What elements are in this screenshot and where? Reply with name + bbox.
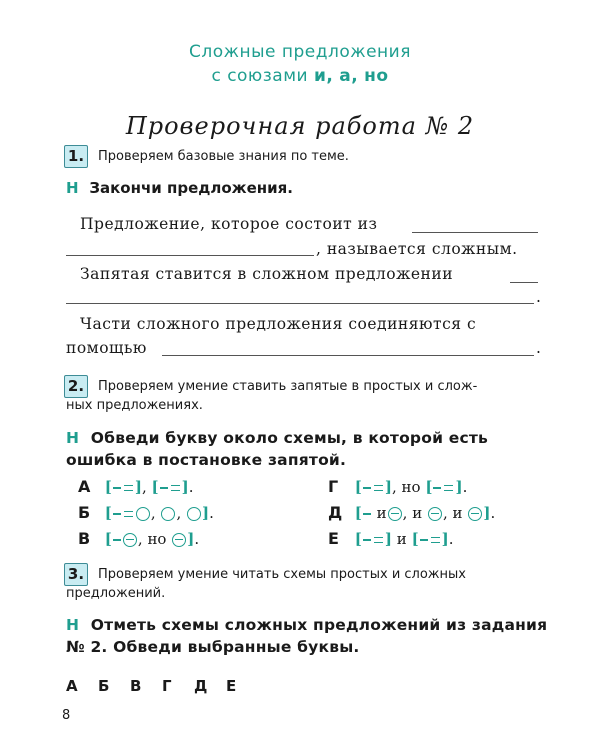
task1-instruction-row: [66, 179, 293, 197]
task3-heading-line2: предложений.: [66, 586, 166, 601]
task1-sentence1b: , называется сложным.: [316, 240, 518, 258]
schema-d[interactable]: Д [ и , и , и ].: [328, 503, 496, 522]
answer-letter-b[interactable]: Б: [98, 677, 110, 695]
task1-instruction: Закончи предложения.: [89, 179, 293, 197]
task2-level-marker: Н: [66, 429, 80, 447]
task3-instruction-text1: Отметь схемы сложных предложений из задания: [90, 616, 548, 634]
letter-d[interactable]: Д: [328, 503, 343, 522]
answer-line-1[interactable]: [412, 232, 538, 233]
word-i-d2: и: [412, 504, 423, 522]
task1-sentence3: Части сложного предложения соединяются с: [80, 315, 477, 333]
schema-b[interactable]: Б [ , , ].: [78, 503, 214, 522]
task1-sentence1a: Предложение, которое состоит из: [80, 215, 378, 233]
task1-sentence2: Запятая ставится в сложном предложении: [80, 265, 454, 283]
letter-e[interactable]: Е: [328, 529, 339, 548]
task2-heading-line1: Проверяем умение ставить запятые в простых и слож-: [98, 379, 478, 394]
conjunction-no: но: [364, 66, 389, 86]
letter-v[interactable]: В: [78, 529, 91, 548]
word-i-d3: и: [452, 504, 463, 522]
task1-sentence2-end: .: [536, 288, 542, 306]
word-i-d1: и: [376, 504, 387, 522]
task3-heading-line1: Проверяем умение читать схемы простых и сложных: [98, 567, 466, 582]
answer-letter-g[interactable]: Г: [162, 677, 172, 695]
task3-level-marker: Н: [66, 616, 80, 634]
task2-heading-line2: ных предложениях.: [66, 398, 203, 413]
task1-level-marker: Н: [66, 179, 79, 197]
word-no-g: но: [401, 478, 421, 496]
task3-number: 3.: [64, 563, 88, 586]
page-number: 8: [62, 708, 71, 723]
answer-letter-v[interactable]: В: [130, 677, 142, 695]
task3-letters: [66, 676, 258, 695]
task2-instruction-line2: ошибка в постановке запятой.: [66, 451, 347, 469]
task3-instruction-line1: [66, 616, 547, 634]
answer-line-3[interactable]: [510, 282, 538, 283]
task1-number: 1.: [64, 145, 88, 168]
letter-g[interactable]: Г: [328, 477, 339, 496]
conjunction-a: а,: [339, 66, 359, 86]
section-title-line2: [0, 66, 600, 86]
word-i-e: и: [396, 530, 407, 548]
answer-letter-e[interactable]: Е: [226, 677, 237, 695]
section-title-prefix: с союзами: [211, 66, 309, 86]
letter-b[interactable]: Б: [78, 503, 91, 522]
schema-e[interactable]: Е [ ] и [ ].: [328, 529, 454, 548]
task1-sentence3-end: .: [536, 339, 542, 357]
schema-a[interactable]: А [ ], [ ].: [78, 477, 194, 496]
letter-a[interactable]: А: [78, 477, 91, 496]
schema-v[interactable]: В [ , но ].: [78, 529, 200, 548]
task3-instruction-line2: № 2. Обведи выбранные буквы.: [66, 638, 360, 656]
task2-number: 2.: [64, 375, 88, 398]
task2-instruction-line1: [66, 429, 488, 447]
schema-g[interactable]: Г [ ], но [ ].: [328, 477, 468, 496]
answer-letter-d[interactable]: Д: [194, 677, 208, 695]
conjunction-i: и,: [313, 66, 334, 86]
answer-line-2[interactable]: [66, 255, 314, 256]
page-title: Проверочная работа № 2: [125, 112, 475, 140]
task2-instruction-text1: Обведи букву около схемы, в которой есть: [90, 429, 489, 447]
task1-sentence3b: помощью: [66, 339, 147, 357]
answer-line-4[interactable]: [66, 303, 534, 304]
task1-heading: Проверяем базовые знания по теме.: [98, 149, 349, 164]
section-title-line1: Сложные предложения: [189, 42, 411, 62]
answer-line-5[interactable]: [162, 355, 534, 356]
word-no-v: но: [147, 530, 167, 548]
answer-letter-a[interactable]: А: [66, 677, 78, 695]
